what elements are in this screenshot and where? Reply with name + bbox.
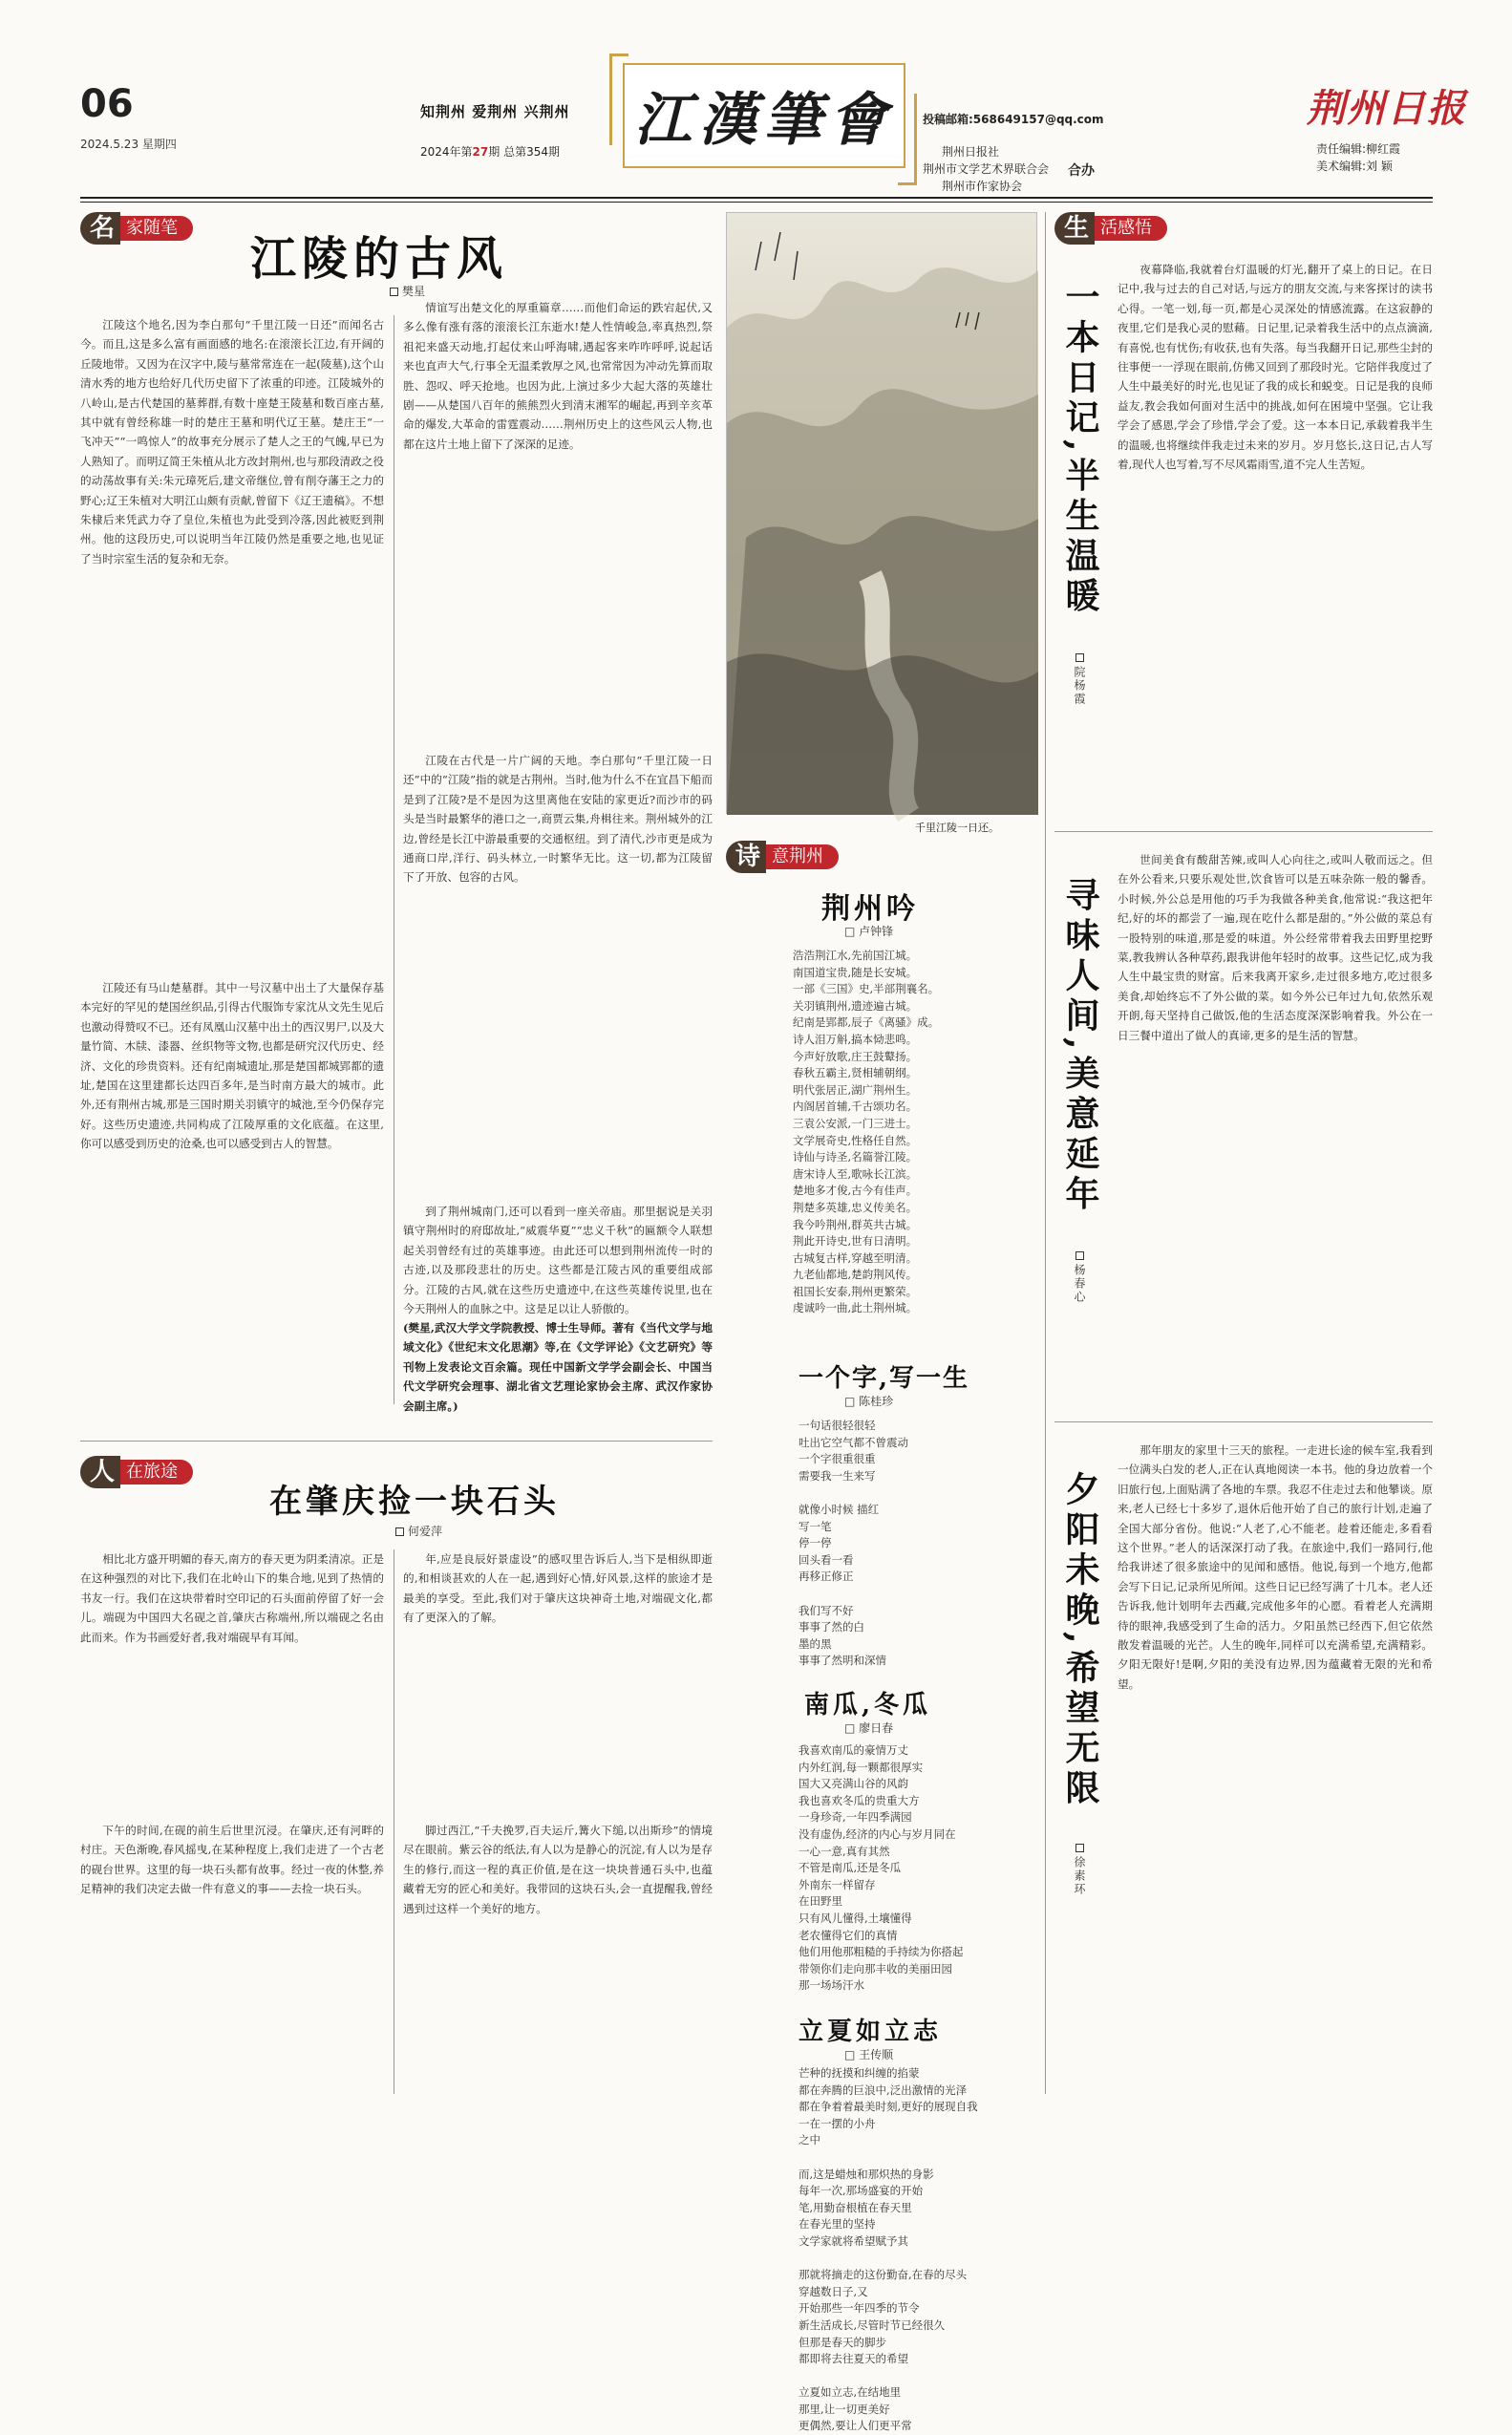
byline: [1072, 653, 1088, 758]
newspaper-logo: 荆州日报: [1307, 86, 1467, 131]
poem-author: 陈桂珍: [859, 1395, 894, 1408]
issue-number-value: 27: [472, 145, 489, 159]
byline-marker: [395, 1527, 404, 1536]
editors: [1316, 140, 1400, 175]
section-tag-label: 家随笔: [120, 216, 193, 241]
issue-number: [420, 143, 560, 160]
poem-text: 我喜欢南瓜的豪情万丈 内外红润,每一颗都很厚实 国大又亮满山谷的风韵 我也喜欢冬瓜的贵重大方 一身珍奇,一年四季满园 没有虚伪,经济的内心与岁月同在 一心一意,真有其然 不管是南瓜,还是冬瓜 外南东一样留存 在田野里 只有风儿懂得,土壤懂得 老农懂得它们的真情 他们用他那粗糙的手持续为你搭起 带领你们走向那丰收的美丽田园 那一场场汗水: [799, 1743, 964, 1993]
author: 何爱萍: [408, 1525, 443, 1538]
author: 院杨霞: [1073, 666, 1086, 706]
poem-byline: □ 陈桂珍: [844, 1395, 894, 1408]
byline-marker: [1075, 653, 1084, 662]
poem-byline: □ 卢钟锋: [844, 925, 894, 938]
article-column: 江陵在古代是一片广阔的天地。李白那句“千里江陵一日还”中的“江陵”指的就是古荆州。当时,他为什么不在宜昌下船而是到了江陵?是不是因为这里离他在安陆的家更近?而沙市的码头是当时最繁华的港口之一,商贾云集,舟楫往来。荆州城外的江边,曾经是长江中游最重要的交通枢纽。到了清代,沙市更是成为通商口岸,洋行、码头林立,一时繁华无比。这一切,都为江陵留下了开放、包容的古风。: [403, 754, 713, 885]
poem-title: 荆州吟: [821, 892, 919, 926]
author-bio: (樊星,武汉大学文学院教授、博士生导师。著有《当代文学与地域文化》《世纪末文化思潮》等,在《文学评论》《文艺研究》等刊物上发表论文百余篇。现任中国新文学学会副会长、中国当代文学研究会理事、湖北省文艺理论家协会主席、武汉作家协会副主席。): [403, 1321, 713, 1413]
author: 樊星: [402, 285, 426, 298]
section-tag-label: 在旅途: [120, 1460, 193, 1484]
article-column: 脚过西江,“千夫挽罗,百夫运斤,篝火下缒,以出斯珍”的情境尽在眼前。紫云谷的纸法,有人以为是静心的沉淀,有人以为是存生的修行,而这一程的真正价值,是在这一块块普通石头中,也蕴藏着无穷的匠心和美好。我带回的这块石头,会一直提醒我,曾经遇到过这样一个美好的地方。: [403, 1824, 713, 1915]
section-tag-label: 意荆州: [766, 844, 839, 869]
article-column: 江陵这个地名,因为李白那句“千里江陵一日还”而闻名古今。而且,这是多么富有画面感的地名:在滚滚长江边,有开阔的丘陵地带。又因为在汉字中,陵与墓常常连在一起(陵墓),这个山清水秀的地方也给好几代历史留下了浓重的印迹。江陵城外的八岭山,是古代楚国的墓葬群,有数十座楚王陵墓和数百座古墓,其中就有曾经称雄一时的楚庄王墓和明代辽王墓。楚庄王“一飞冲天”“一鸣惊人”的故事充分展示了楚人之王的气魄,早已为人熟知了。而明辽简王朱植从北方改封荆州,也与那段清政之役的动荡故事有关:朱元璋死后,建文帝继位,曾有削夺藩王之力的野心;辽王朱植对大明江山颇有贡献,曾留下《辽王遗稿》。不想朱棣后来凭武力夺了皇位,朱植也为此受到冷落,因此被贬到荆州。他的这段历史,可以说明当年江陵仍然是重要之地,也见证了当时宗室生活的复杂和无奈。: [80, 318, 384, 566]
byline-marker: [390, 288, 398, 296]
section-tag-life: [1054, 212, 1167, 245]
column-title: 江漢筆會: [634, 87, 894, 154]
organizer: 荆州市文学艺术界联合会: [923, 162, 1050, 176]
article-column: 到了荆州城南门,还可以看到一座关帝庙。那里据说是关羽镇守荆州时的府邸故址,“威震华夏”“忠义千秋”的匾额令人联想起关羽曾经有过的英雄事迹。由此还可以想到荆州流传一时的古迹,以及那段悲壮的历史。这些都是江陵古风的重要组成部分。江陵的古风,就在这些历史遗迹中,在这些英雄传说里,也在今天荆州人的血脉之中。这是足以让人骄傲的。: [403, 1205, 713, 1316]
organizers: [923, 143, 1049, 195]
article-column: 情谊写出楚文化的厚重篇章……而他们命运的跌宕起伏,又多么像有涨有落的滚滚长江东逝水!楚人性情峻急,率真热烈,祭祖祀来盛天动地,打起仗来山呼海啸,遇起客来咋咋呼呼,说起话来也直声大气,行事全无温柔敦厚之风,也常常因为冲动先算而取胜、怨叹、呼天抢地。也因为此,上演过多少大起大落的英雄壮剧——从楚国八百年的熊熊烈火到清末湘军的崛起,再到辛亥革命的爆发,大革命的雷霆震动……荆州历史上的这些风云人物,也都在这片土地上留下了深深的足迹。: [403, 301, 713, 451]
header-rule: [80, 202, 1433, 203]
organizer: 荆州日报社: [942, 145, 1000, 159]
painting-caption: 千里江陵一日还。: [915, 822, 999, 834]
article-column: 相比北方盛开明媚的春天,南方的春天更为阴柔清凉。正是在这种强烈的对比下,我们在北岭山下的集合地,见到了热情的书友一行。我们在这块带着时空印记的石头面前停留了好一会儿。端砚为中国四大名砚之首,肇庆古称端州,所以端砚之名由此而来。作为书画爱好者,我对端砚早有耳闻。: [80, 1552, 384, 1644]
byline: [1072, 1251, 1088, 1356]
issue-prefix: 2024年第: [420, 145, 473, 159]
article-title: 在肇庆捡一块石头: [269, 1483, 560, 1521]
article-body: 世间美食有酸甜苦辣,或叫人心向往之,或叫人敬而远之。但在外公看来,只要乐观处世,饮食皆可以是五味杂陈一般的馨香。小时候,外公总是用他的巧手为我做各种美食,他常说:“我这把年纪,好的坏的都尝了一遍,现在吃什么都是甜的。”外公做的菜总有一股特别的味道,那是爱的味道。外公经常带着我去田野里挖野菜,教我辨认各种草药,跟我讲他年轻时的故事。这些记忆,成为我人生中最宝贵的财富。后来我离开家乡,走过很多地方,吃过很多美食,却始终忘不了外公做的菜。如今外公已年过九旬,依然乐观开朗,每天坚持自己做饭,他的生活态度深深影响着我。外公在一日三餐中道出了做人的真谛,更多的是生活的智慧。: [1118, 853, 1433, 1042]
article-title: 一本日记,半生温暖: [1060, 279, 1100, 618]
issue-suffix: 期 总第354期: [488, 145, 560, 159]
joint-label: 合办: [1068, 163, 1095, 179]
article-body: 那年朋友的家里十三天的旅程。一走进长途的候车室,我看到一位满头白发的老人,正在认真地阅读一本书。他的身边放着一个旧旅行包,上面贴满了各地的车票。我忍不住走过去和他攀谈。原来,老人已经七十多岁了,退休后他开始了自己的旅行计划,走遍了全国大部分省份。他说:“人老了,心不能老。趁着还能走,多看看这个世界。”老人的话深深打动了我。在旅途中,我们一路同行,他给我讲述了很多旅途中的见闻和感悟。他说,每到一个地方,他都会写下日记,记录所见所闻。这些日记已经写满了十几本。老人还告诉我,他计划明年去西藏,完成他多年的心愿。看着老人充满期待的眼神,我感受到了生命的活力。夕阳虽然已经西下,但它依然散发着温暖的光芒。人生的晚年,同样可以充满希望,充满精彩。夕阳无限好!是啊,夕阳的美没有边界,因为蕴藏着无限的光和希望。: [1118, 1443, 1433, 1691]
article-title: 寻味人间,美意延年: [1060, 877, 1100, 1216]
byline: [1072, 1844, 1088, 1949]
article-title: 江陵的古风: [250, 232, 509, 286]
poem-byline: □ 廖日春: [844, 1721, 894, 1735]
section-divider: [1054, 831, 1433, 832]
section-tag-char: 诗: [726, 841, 766, 873]
header-rule: [80, 197, 1433, 199]
section-divider: [80, 1441, 713, 1442]
article-column: 年,应是良辰好景虚设”的感叹里告诉后人,当下是相纵即逝的,和相谈甚欢的人在一起,遇到好心情,好风景,这样的旅途才是最美的享受。至此,我们对于肇庆这块神奇土地,对端砚文化,都有了更深入的了解。: [403, 1552, 713, 1625]
poem-byline: □ 王传顺: [844, 2048, 894, 2061]
poem-text: 一句话很轻很轻 吐出它空气都不曾震动 一个字很重很重 需要我一生来写 就像小时候 描红 写一笔 停一停 回头看一看 再移正修正 我们写不好 事事了然的白 墨的黑 事事了然明和深情: [799, 1419, 908, 1668]
poem-title: 一个字,写一生: [799, 1364, 970, 1393]
section-tag-label: 活感悟: [1095, 216, 1167, 241]
byline: [390, 283, 425, 299]
page-number: 06: [80, 82, 134, 126]
poem-title: 南瓜,冬瓜: [804, 1691, 932, 1719]
article-body: 夜幕降临,我就着台灯温暖的灯光,翻开了桌上的日记。在日记中,我与过去的自己对话,与远方的朋友交流,与来客探讨的读书心得。一笔一划,每一页,都是心灵深处的情感流露。在这寂静的夜里,它们是我心灵的慰藉。日记里,记录着我生活中的点点滴滴,有喜悦,也有忧伤;有收获,也有失落。每当我翻开日记,那些尘封的往事便一一浮现在眼前,仿佛又回到了那段时光。它陪伴我度过了人生中最美好的时光,也见证了我的成长和蜕变。日记是我的良师益友,教会我如何面对生活中的挑战,如何在困境中坚强。它让我学会了感恩,学会了珍惜,学会了爱。这一本本日记,承载着我半生的温暖,也将继续伴我走过未来的岁月。岁月悠长,这日记,古人写着,现代人也写着,写不尽风霜雨雪,道不完人生苦短。: [1118, 263, 1433, 472]
section-tag-char: 名: [80, 212, 120, 245]
section-tag-char: 生: [1054, 212, 1095, 245]
article-column: 江陵还有马山楚墓群。其中一号汉墓中出土了大量保存基本完好的罕见的楚国丝织品,引得古代服饰专家沈从文先生见后也激动得赞叹不已。还有凤凰山汉墓中出土的西汉男尸,以及大量竹简、木牍、漆器、丝织物等文物,也都是研究汉代历史、经济、文化的珍贵资料。还有纪南城遗址,那是楚国都城郢都的遗址,楚国在这里建都长达四百多年,是当时南方最大的城市。此外,还有荆州古城,那是三国时期关羽镇守的城池,至今仍保存完好。这些历史遗迹,共同构成了江陵厚重的文化底蕴。在这里,你可以感受到历史的沧桑,也可以感受到古人的智慧。: [80, 981, 384, 1151]
submission-email: 投稿邮箱:568649157@qq.com: [923, 113, 1104, 126]
section-tag-poetry: [726, 841, 839, 873]
poem-title: 立夏如立志: [799, 2018, 943, 2046]
byline: [395, 1523, 442, 1539]
article-column: 下午的时间,在砚的前生后世里沉浸。在肇庆,还有河畔的村庄。天色渐晚,春风摇曳,在某种程度上,我们走进了一个古老的砚台世界。这里的每一块石头都有故事。经过一夜的休整,养足精神的我们决定去做一件有意义的事——去捡一块石头。: [80, 1824, 384, 1896]
art-editor: 美术编辑:刘 颖: [1316, 160, 1393, 173]
section-tag-char: 人: [80, 1456, 120, 1488]
author: 徐素环: [1073, 1856, 1086, 1896]
poem-author: 卢钟锋: [859, 925, 894, 938]
section-tag-travel: [80, 1456, 193, 1488]
poem-author: 廖日春: [859, 1721, 894, 1735]
byline-marker: [1075, 1251, 1084, 1260]
column-divider: [1045, 212, 1046, 2094]
poem-text: 浩浩荆江水,先前国江城。 南国道宝贵,随是长安城。 一部《三国》史,半部荆襄名。 关羽镇荆州,遗迹遍古城。 纪南是郢都,辰子《离骚》成。 诗人泪万斛,搞本恸悲鸣。 今声好放歌,庄王鼓鼙扬。 春秋五霸主,贤相辅朝纲。 明代张居正,湖广荆州生。 内阁居首辅,千古颂功名。 三袁公安派,一门三进士。 文学展奇史,性格任自然。 诗仙与诗圣,名篇誉江陵。 唐宋诗人至,歌咏长江滨。 楚地多才俊,古今有佳声。 荆楚多英雄,忠义传美名。 我今吟荆州,群英共古城。 荆此开诗史,世有日清明。 古城复古样,穿越至明清。 九老仙都地,楚韵荆风传。 祖国长安泰,荆州更繁荣。 虔诚吟一曲,此土荆州城。: [793, 949, 940, 1315]
byline-marker: [1075, 1844, 1084, 1852]
landscape-painting: [726, 212, 1037, 814]
section-divider: [1054, 1421, 1433, 1422]
organizer: 荆州市作家协会: [942, 180, 1023, 193]
slogan: 知荆州 爱荆州 兴荆州: [420, 103, 570, 120]
article-title: 夕阳未晚,希望无限: [1060, 1471, 1100, 1810]
poem-author: 王传顺: [859, 2048, 894, 2061]
section-tag-famous-essay: [80, 212, 193, 245]
issue-date: 2024.5.23 星期四: [80, 138, 177, 151]
author: 杨春心: [1073, 1264, 1086, 1304]
responsible-editor: 责任编辑:柳红霞: [1316, 142, 1401, 156]
poem-text: 芒种的抚摸和纠缠的掐蒙 都在奔腾的巨浪中,泛出激情的光泽 都在争着着最美时刻,更好的展现自我 一在一摆的小舟 之中 而,这是蜡烛和那炽热的身影 每年一次,那场盛宴的开始 笔,用勤奋根植在春天里 在春光里的坚持 文学家就将希望赋予其 那就将摘走的这份勤奋,在春的尽头 穿越数日子,又 开始那些一年四季的节令 新生活成长,尽管时节已经很久 但那是春天的脚步 都即将去往夏天的希望 立夏如立志,在结地里 那里,让一切更美好 更偶然,要让人们更平常: [799, 2066, 978, 2433]
